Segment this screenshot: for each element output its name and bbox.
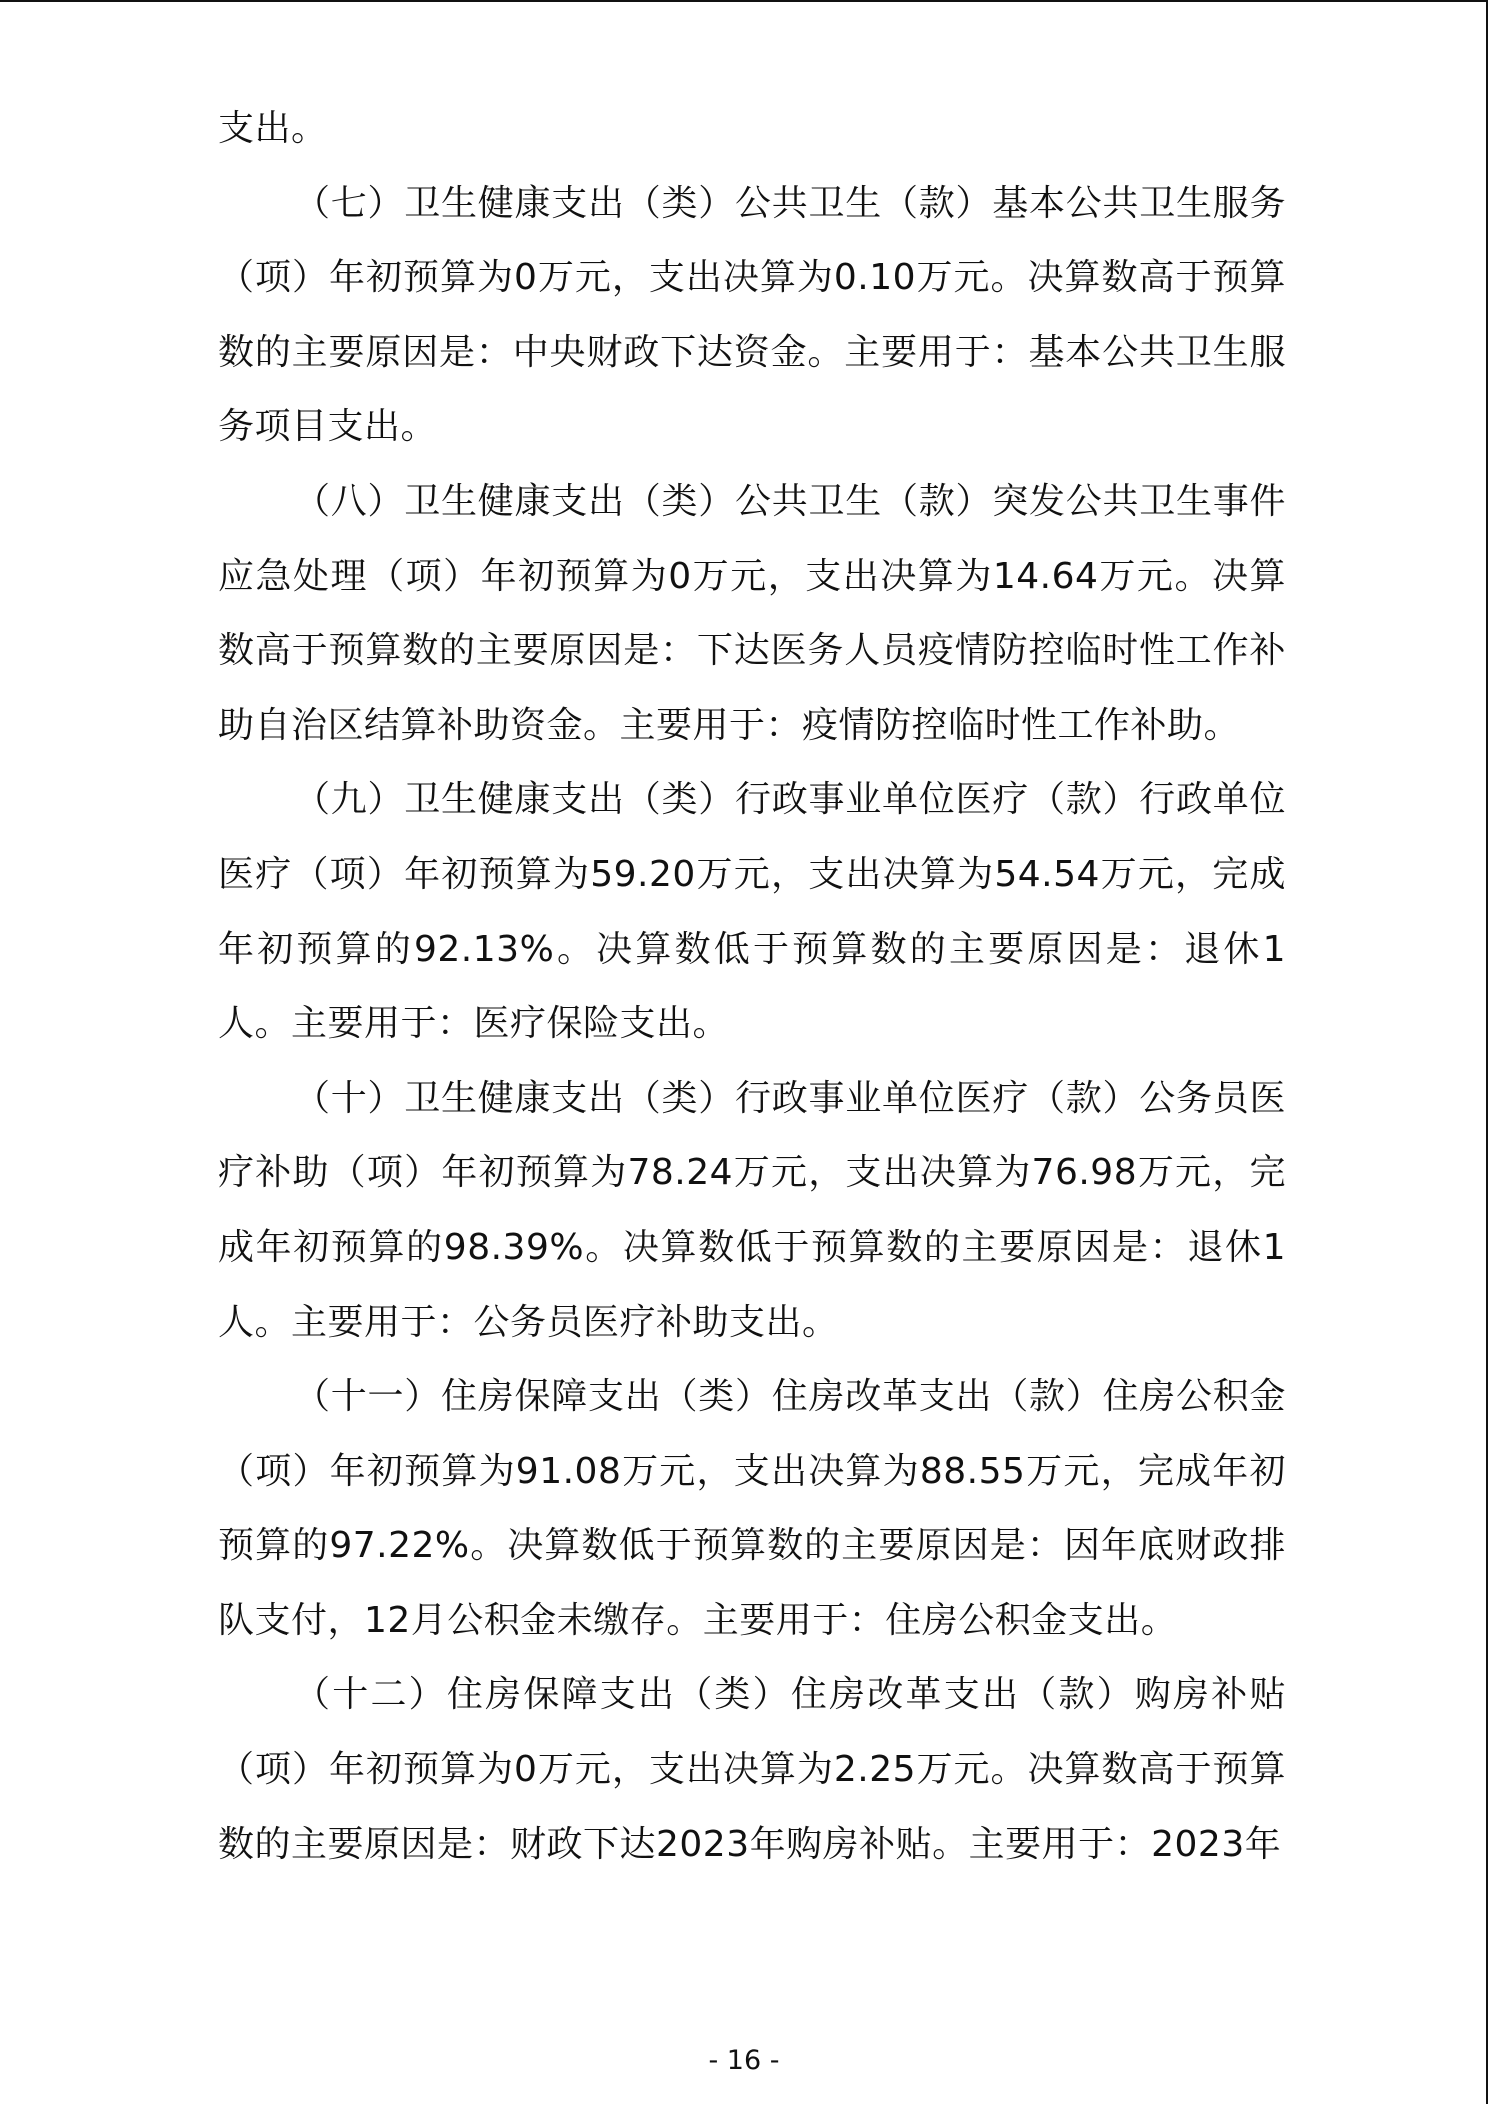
paragraph-item-9: （九）卫生健康支出（类）行政事业单位医疗（款）行政单位医疗（项）年初预算为59.20万元，支出决算为54.54万元，完成年初预算的92.13%。决算数低于预算数的主要原因是：退休1人。主要用于：医疗保险支出。: [218, 779, 1286, 1045]
paragraph-item-7: （七）卫生健康支出（类）公共卫生（款）基本公共卫生服务（项）年初预算为0万元，支出决算为0.10万元。决算数高于预算数的主要原因是：中央财政下达资金。主要用于：基本公共卫生服务项目支出。: [218, 182, 1286, 448]
paragraph-item-12: （十二）住房保障支出（类）住房改革支出（款）购房补贴（项）年初预算为0万元，支出决算为2.25万元。决算数高于预算数的主要原因是：财政下达2023年购房补贴。主要用于：2023年: [218, 1674, 1286, 1865]
top-border-line: [0, 0, 1488, 2]
document-body: [218, 92, 1286, 1882]
page-number: - 16 -: [708, 2045, 780, 2076]
paragraph-item-8: （八）卫生健康支出（类）公共卫生（款）突发公共卫生事件应急处理（项）年初预算为0万元，支出决算为14.64万元。决算数高于预算数的主要原因是：下达医务人员疫情防控临时性工作补助自治区结算补助资金。主要用于：疫情防控临时性工作补助。: [218, 480, 1286, 746]
paragraph-continuation: 支出。: [218, 108, 328, 149]
paragraph-item-10: （十）卫生健康支出（类）行政事业单位医疗（款）公务员医疗补助（项）年初预算为78.24万元，支出决算为76.98万元，完成年初预算的98.39%。决算数低于预算数的主要原因是：退休1人。主要用于：公务员医疗补助支出。: [218, 1077, 1286, 1343]
paragraph-item-11: （十一）住房保障支出（类）住房改革支出（款）住房公积金（项）年初预算为91.08万元，支出决算为88.55万元，完成年初预算的97.22%。决算数低于预算数的主要原因是：因年底财政排队支付，12月公积金未缴存。主要用于：住房公积金支出。: [218, 1376, 1286, 1641]
